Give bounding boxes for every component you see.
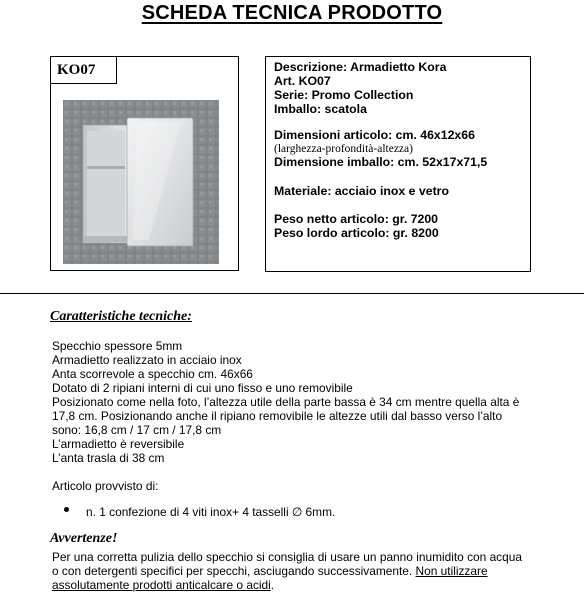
warning-line	[52, 578, 274, 592]
warning-text: .	[270, 578, 275, 592]
feature-line: Posizionato come nella foto, l’altezza utile della parte bassa è 34 cm mentre quella alta è	[52, 395, 520, 409]
warning-text: o con detergenti specifici per specchi, asciugando successivamente.	[52, 564, 416, 578]
dimensions-note: (larghezza-profondità-altezza)	[274, 143, 413, 155]
feature-line: L’armadietto è reversibile	[52, 437, 185, 451]
feature-line: Specchio spessore 5mm	[52, 339, 183, 353]
feature-line: Armadietto realizzato in acciaio inox	[52, 353, 242, 367]
warning-line	[52, 564, 488, 578]
warning-line: Per una corretta pulizia dello specchio si consiglia di usare un panno inumidito con acqua	[52, 550, 522, 564]
section-divider	[0, 293, 584, 294]
feature-line: Anta scorrevole a specchio cm. 46x66	[52, 367, 253, 381]
feature-line: 17,8 cm. Posizionando anche il ripiano removibile le altezze utili dal basso verso l’alto	[52, 409, 503, 423]
material-line: Materiale: acciaio inox e vetro	[274, 184, 449, 198]
accessory-item: n. 1 confezione di 4 viti inox+ 4 tasselli ∅ 6mm.	[86, 505, 336, 519]
warning-emphasis: Non utilizzare	[415, 564, 488, 578]
product-code-box: KO07	[50, 56, 117, 84]
product-photo	[63, 100, 219, 264]
gross-weight-line: Peso lordo articolo: gr. 8200	[274, 226, 439, 240]
feature-line: sono: 16,8 cm / 17 cm / 17,8 cm	[52, 423, 222, 437]
bullet-icon	[64, 507, 69, 512]
feature-line: L’anta trasla di 38 cm	[52, 451, 165, 465]
page-title: SCHEDA TECNICA PRODOTTO	[141, 2, 443, 24]
accessories-intro: Articolo provvisto di:	[52, 479, 159, 493]
features-title: Caratteristiche tecniche:	[50, 309, 192, 324]
article-dimensions-line: Dimensioni articolo: cm. 46x12x66	[274, 128, 475, 142]
feature-line: Dotato di 2 ripiani interni di cui uno fisso e uno removibile	[52, 381, 353, 395]
warning-emphasis: assolutamente prodotti anticalcare o acidi	[52, 578, 271, 592]
packaging-line: Imballo: scatola	[274, 102, 367, 116]
series-line: Serie: Promo Collection	[274, 88, 414, 102]
article-line: Art. KO07	[274, 74, 331, 88]
net-weight-line: Peso netto articolo: gr. 7200	[274, 212, 439, 226]
warning-title: Avvertenze!	[50, 531, 118, 546]
description-line: Descrizione: Armadietto Kora	[274, 60, 447, 74]
package-dimensions-line: Dimensione imballo: cm. 52x17x71,5	[274, 155, 488, 169]
